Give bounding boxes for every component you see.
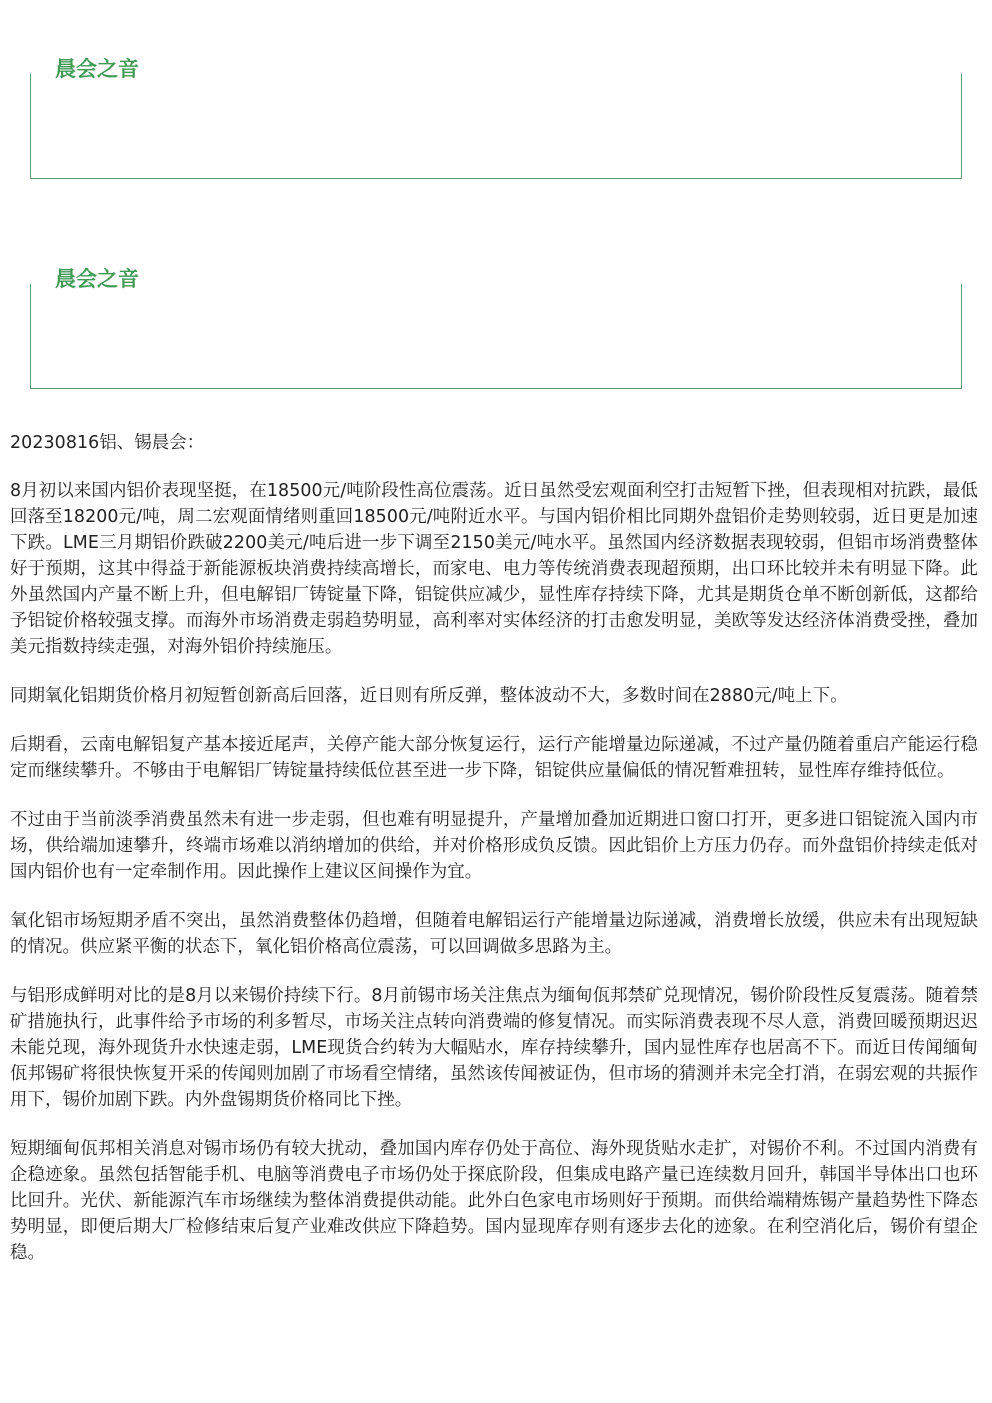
section-title-2: 晨会之音	[55, 267, 139, 291]
paragraph-outlook-demand: 不过由于当前淡季消费虽然未有进一步走弱，但也难有明显提升，产量增加叠加近期进口窗口打开，更多进口铝锭流入国内市场，供给端加速攀升，终端市场难以消纳增加的供给，并对价格形成负反馈。因此铝价上方压力仍存。而外盘铝价持续走低对国内铝价也有一定牵制作用。因此操作上建议区间操作为宜。	[10, 810, 978, 882]
paragraph-aluminum-overview: 8月初以来国内铝价表现坚挺，在18500元/吨阶段性高位震荡。近日虽然受宏观面利空打击短暂下挫，但表现相对抗跌，最低回落至18200元/吨，周二宏观面情绪则重回18500元/吨附近水平。与国内铝价相比同期外盘铝价走势则较弱，近日更是加速下跌。LME三月期铝价跌破2200美元/吨后进一步下调至2150美元/吨水平。虽然国内经济数据表现较弱，但铝市场消费整体好于预期，这其中得益于新能源板块消费持续高增长，而家电、电力等传统消费表现超预期，出口环比较并未有明显下降。此外虽然国内产量不断上升，但电解铝厂铸锭量下降，铝锭供应减少，显性库存持续下降，尤其是期货仓单不断创新低，这都给予铝锭价格较强支撑。而海外市场消费走弱趋势明显，高利率对实体经济的打击愈发明显，美欧等发达经济体消费受挫，叠加美元指数持续走强，对海外铝价持续施压。	[10, 481, 978, 657]
paragraph-tin-outlook: 短期缅甸佤邦相关消息对锡市场仍有较大扰动，叠加国内库存仍处于高位、海外现货贴水走扩，对锡价不利。不过国内消费有企稳迹象。虽然包括智能手机、电脑等消费电子市场仍处于探底阶段，但集成电路产量已连续数月回升，韩国半导体出口也环比回升。光伏、新能源汽车市场继续为整体消费提供动能。此外白色家电市场则好于预期。而供给端精炼锡产量趋势性下降态势明显，即便后期大厂检修结束后复产业难改供应下降趋势。国内显现库存则有逐步去化的迹象。在利空消化后，锡价有望企稳。	[10, 1139, 978, 1263]
paragraph-tin-overview: 与铝形成鲜明对比的是8月以来锡价持续下行。8月前锡市场关注焦点为缅甸佤邦禁矿兑现情况，锡价阶段性反复震荡。随着禁矿措施执行，此事件给予市场的利多暂尽，市场关注点转向消费端的修复情况。而实际消费表现不尽人意，消费回暖预期迟迟未能兑现，海外现货升水快速走弱，LME现货合约转为大幅贴水，库存持续攀升，国内显性库存也居高不下。而近日传闻缅甸佤邦锡矿将很快恢复开采的传闻则加剧了市场看空情绪，虽然该传闻被证伪，但市场的猜测并未完全打消，在弱宏观的共振作用下，锡价加剧下跌。内外盘锡期货价格同比下挫。	[10, 986, 978, 1110]
article-body	[10, 430, 978, 1289]
paragraph-alumina-market: 氧化铝市场短期矛盾不突出，虽然消费整体仍趋增，但随着电解铝运行产能增量边际递减，消费增长放缓，供应未有出现短缺的情况。供应紧平衡的状态下，氧化铝价格高位震荡，可以回调做多思路为主。	[10, 911, 978, 957]
paragraph-alumina-futures: 同期氧化铝期货价格月初短暂创新高后回落，近日则有所反弹，整体波动不大，多数时间在2880元/吨上下。	[10, 686, 848, 706]
section-title-1: 晨会之音	[55, 57, 139, 81]
morning-voice-box-1	[30, 74, 962, 179]
paragraph-outlook-supply: 后期看，云南电解铝复产基本接近尾声，关停产能大部分恢复运行，运行产能增量边际递减，不过产量仍随着重启产能运行稳定而继续攀升。不够由于电解铝厂铸锭量持续低位甚至进一步下降，铝锭供应量偏低的情况暂难扭转，显性库存维持低位。	[10, 735, 978, 781]
article-heading: 20230816铝、锡晨会：	[10, 433, 205, 453]
morning-voice-box-2	[30, 284, 962, 389]
